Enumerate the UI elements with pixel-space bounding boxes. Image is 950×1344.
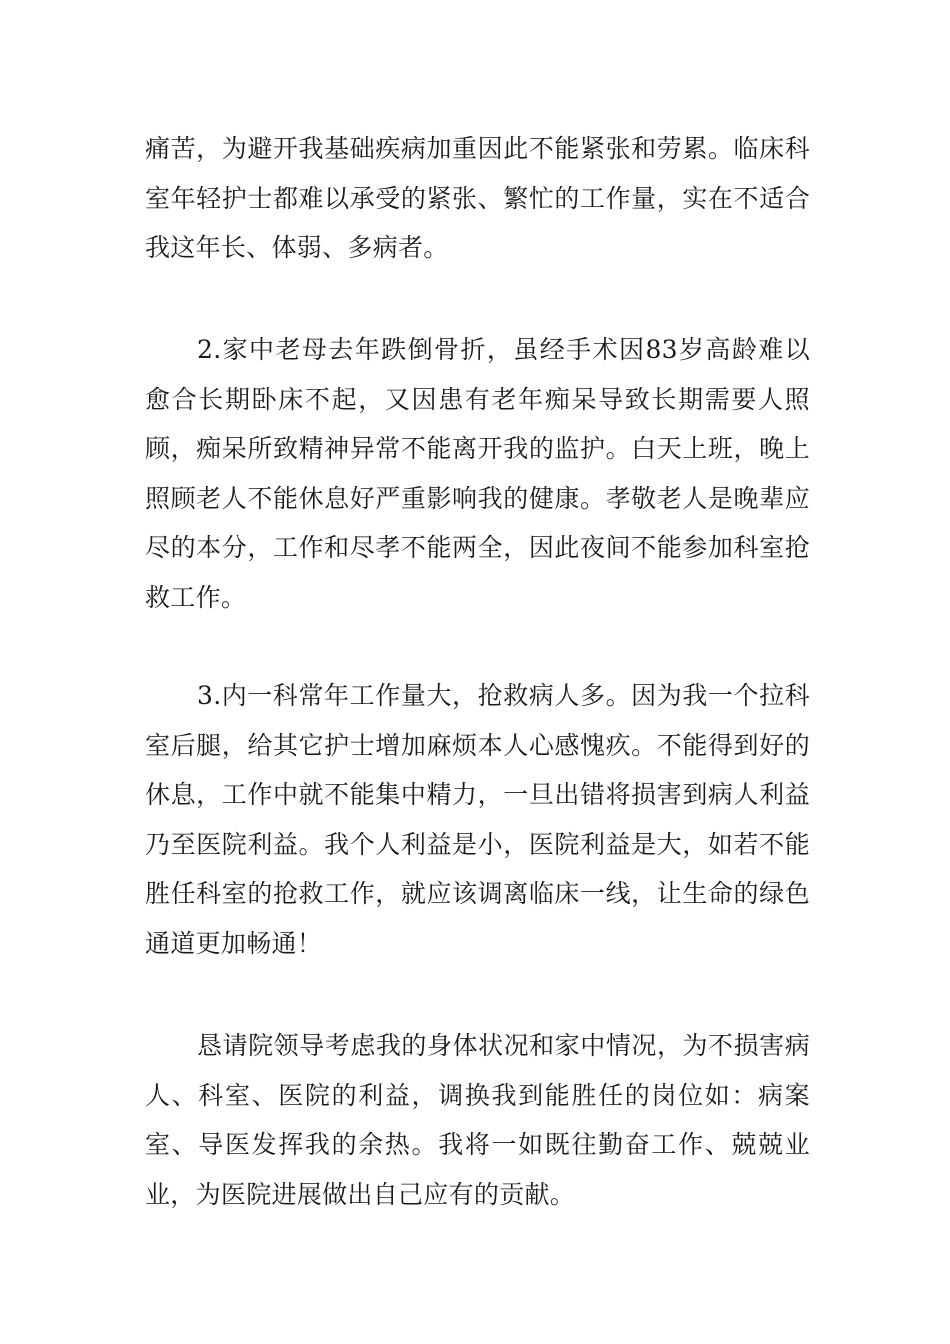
paragraph-continuation: 痛苦，为避开我基础疾病加重因此不能紧张和劳累。临床科室年轻护士都难以承受的紧张、繁忙的工作量，实在不适合我这年长、体弱、多病者。: [145, 134, 810, 262]
paragraph-item-2: 2.家中老母去年跌倒骨折，虽经手术因83岁高龄难以愈合长期卧床不起，又因患有老年痴呆导致长期需要人照顾，痴呆所致精神异常不能离开我的监护。白天上班，晚上照顾老人不能休息好严重影响我的健康。孝敬老人是晚辈应尽的本分，工作和尽孝不能两全，因此夜间不能参加科室抢救工作。: [145, 335, 810, 612]
paragraph-request: 恳请院领导考虑我的身体状况和家中情况，为不损害病人、科室、医院的利益，调换我到能胜任的岗位如：病案室、导医发挥我的余热。我将一如既往勤奋工作、兢兢业业，为医院进展做出自己应有的贡献。: [145, 1031, 810, 1209]
paragraph-item-3: 3.内一科常年工作量大，抢救病人多。因为我一个拉科室后腿，给其它护士增加麻烦本人心感愧疚。不能得到好的休息，工作中就不能集中精力，一旦出错将损害到病人利益乃至医院利益。我个人利益是小，医院利益是大，如若不能胜任科室的抢救工作，就应该调离临床一线，让生命的绿色通道更加畅通！: [145, 681, 810, 958]
